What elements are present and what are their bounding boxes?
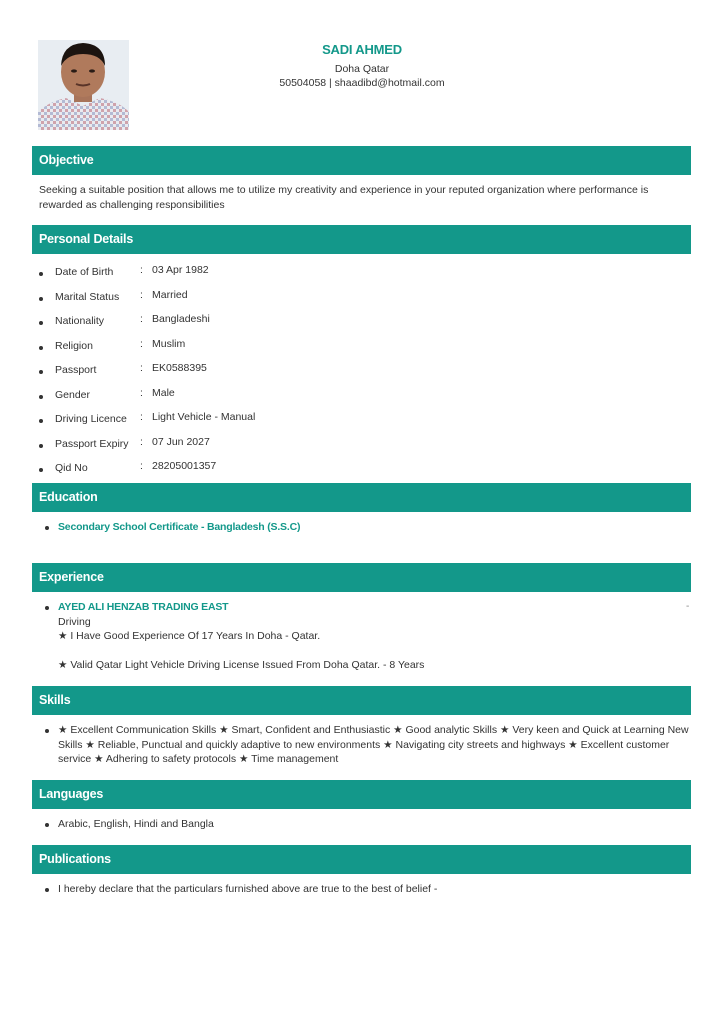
personal-detail-colon: :: [140, 460, 143, 472]
experience-line-2: ★ Valid Qatar Light Vehicle Driving License Issued From Doha Qatar. - 8 Years: [58, 658, 425, 671]
candidate-name: SADI AHMED: [322, 42, 402, 57]
publications-item: [39, 882, 689, 897]
personal-detail-colon: :: [140, 264, 143, 276]
experience-role: Driving: [58, 615, 91, 628]
objective-text: Seeking a suitable position that allows me to utilize my creativity and experience in your reputed organization where performance is rewarded as challenging responsibilities: [39, 184, 649, 211]
personal-detail-label: Gender: [55, 388, 91, 401]
personal-detail-value: 07 Jun 2027: [152, 435, 210, 448]
personal-detail-label: Passport: [55, 364, 97, 376]
skills-text: ★ Excellent Communication Skills ★ Smart, Confident and Enthusiastic ★ Good analytic Skills ★ Very keen and Quick at Learning New Skills ★ Reliable, Punctual and quickly adaptive to new environments ★ Navigating city streets and highways ★ Excellent customer service ★ Adhering to safety protocols ★ Time management: [58, 724, 689, 765]
bullet: [39, 370, 43, 374]
languages-text: Arabic, English, Hindi and Bangla: [58, 818, 214, 830]
bullet: [45, 526, 49, 530]
languages-item: [39, 817, 689, 832]
experience-item: [39, 600, 689, 672]
bullet: [39, 419, 43, 423]
personal-detail-colon: :: [140, 386, 143, 399]
bullet: [39, 444, 43, 448]
section-languages-header: Languages: [32, 780, 691, 809]
bullet: [45, 729, 49, 733]
personal-detail-label: Driving Licence: [55, 413, 127, 425]
personal-detail-value: Married: [152, 288, 188, 301]
bullet: [39, 468, 43, 472]
section-publications-header: Publications: [32, 845, 691, 874]
section-objective-header: Objective: [32, 146, 691, 175]
personal-detail-label: Passport Expiry: [55, 437, 129, 450]
personal-detail-value: 03 Apr 1982: [152, 264, 209, 276]
section-skills-header: Skills: [32, 686, 691, 715]
personal-detail-value: Male: [152, 386, 175, 399]
bullet: [45, 823, 49, 827]
personal-detail-colon: :: [140, 313, 143, 325]
bullet: [45, 606, 49, 610]
publications-text: I hereby declare that the particulars furnished above are true to the best of belief -: [58, 883, 438, 895]
experience-date-dash: -: [686, 601, 690, 612]
personal-detail-label: Marital Status: [55, 290, 120, 303]
personal-detail-colon: :: [140, 288, 143, 301]
personal-detail-label: Date of Birth: [55, 266, 114, 278]
section-education-header: Education: [32, 483, 691, 512]
bullet: [39, 321, 43, 325]
section-experience-header: Experience: [32, 563, 691, 592]
personal-detail-colon: :: [140, 435, 143, 448]
bullet: [39, 297, 43, 301]
bullet: [39, 346, 43, 350]
personal-detail-colon: :: [140, 337, 143, 350]
education-title: Secondary School Certificate - Bangladesh (S.S.C): [58, 521, 301, 533]
bullet: [39, 395, 43, 399]
bullet: [45, 888, 49, 892]
bullet: [39, 272, 43, 276]
resume-header: [200, 42, 524, 90]
candidate-location: Doha Qatar: [334, 63, 390, 75]
personal-detail-value: 28205001357: [152, 460, 217, 472]
experience-line-1: ★ I Have Good Experience Of 17 Years In Doha - Qatar.: [58, 630, 321, 642]
personal-detail-label: Nationality: [55, 315, 105, 327]
experience-company: AYED ALI HENZAB TRADING EAST: [58, 601, 229, 613]
personal-detail-label: Religion: [55, 339, 93, 352]
personal-detail-label: Qid No: [55, 462, 88, 474]
education-item: [39, 520, 689, 535]
personal-detail-value: Bangladeshi: [152, 313, 210, 325]
personal-detail-colon: :: [140, 362, 143, 374]
personal-detail-colon: :: [140, 411, 143, 423]
personal-detail-value: EK0588395: [152, 362, 207, 374]
personal-detail-value: Muslim: [152, 337, 186, 350]
skills-item: [39, 723, 689, 767]
profile-photo: [38, 40, 129, 130]
section-personal-header: Personal Details: [32, 225, 691, 254]
personal-detail-value: Light Vehicle - Manual: [152, 411, 256, 423]
candidate-contact: 50504058 | shaadibd@hotmail.com: [279, 77, 445, 89]
